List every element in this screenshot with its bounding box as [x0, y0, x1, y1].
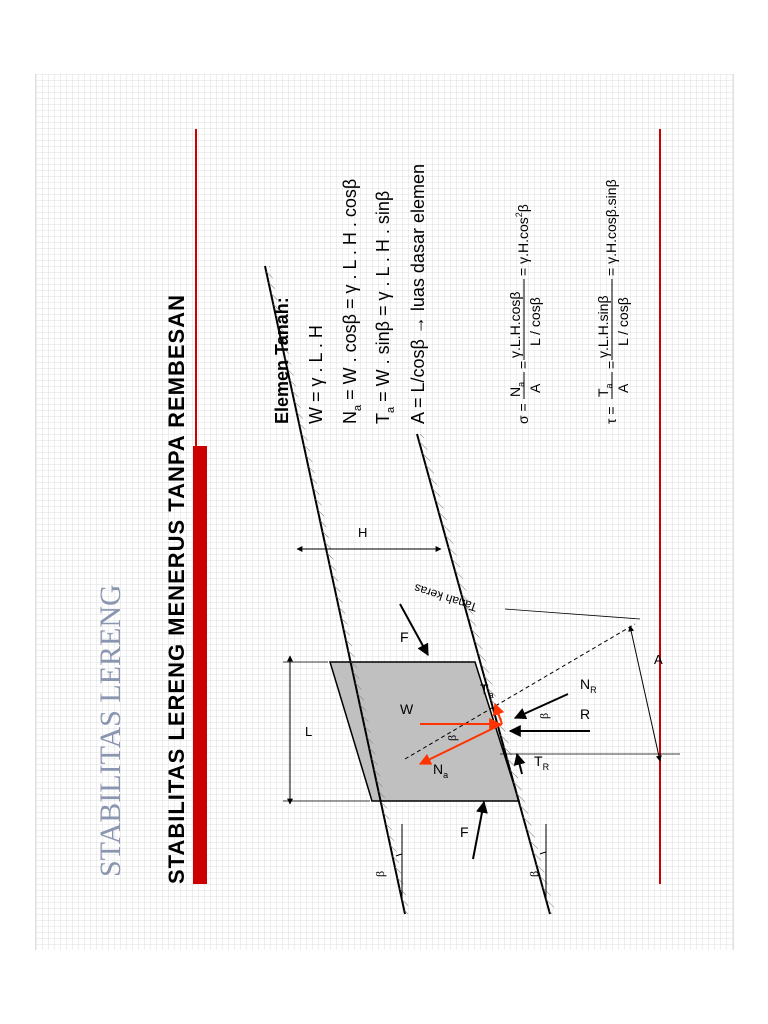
force-F-left-arrow: [473, 802, 484, 859]
force-TR-arrow: [517, 754, 522, 774]
label-A: A: [654, 652, 663, 667]
sigma-den1: A: [527, 383, 543, 393]
sigma-num2: γ.L.H.cosβ: [507, 291, 523, 358]
sigma-equals: =: [515, 360, 531, 369]
label-W: W: [400, 701, 414, 717]
equations-heading: Elemen Tanah:: [272, 297, 292, 424]
tau-num1: $T_a$: [595, 383, 614, 397]
label-L: L: [305, 724, 313, 739]
label-R: R: [580, 706, 591, 722]
hard-soil-label: Tanah keras: [412, 580, 479, 615]
beta-label-R: β: [537, 712, 551, 719]
title-rule-line: [195, 129, 197, 446]
beta-label-W: β: [445, 734, 459, 741]
tau-equals: =: [603, 360, 619, 369]
sigma-lhs: σ =: [515, 403, 531, 424]
dimension-A-ext-right: [505, 609, 640, 619]
equation-Ta: $T_a = W$ . sinβ = γ . L . H . sinβ: [373, 190, 397, 424]
label-NR: $N_R$: [580, 676, 597, 695]
dimension-A: [630, 626, 660, 761]
equations-block: [272, 164, 631, 424]
label-TR: $T_R$: [534, 753, 550, 772]
label-Na: $N_a$: [433, 761, 449, 780]
tau-den2: L / cosβ: [615, 297, 631, 346]
label-H: H: [358, 525, 368, 540]
equation-A: A = L/cosβ → luas dasar elemen: [408, 164, 428, 424]
label-F-left: F: [460, 824, 469, 840]
sigma-num1: $N_a$: [507, 381, 526, 397]
beta-label-top: β: [373, 870, 387, 877]
equation-W: W = γ . L . H: [306, 325, 326, 424]
label-F-right: F: [400, 629, 409, 645]
tau-rhs: = γ.H.cosβ.sinβ: [603, 179, 619, 276]
title-accent-bar: [193, 446, 207, 884]
section-title: STABILITAS LERENG: [94, 584, 127, 877]
beta-label-bottom: β: [527, 870, 541, 877]
label-Ta: $T_a$: [480, 681, 494, 700]
sigma-rhs: = $\gamma.H.\cos^2\beta$: [514, 204, 531, 276]
slide-title: STABILITAS LERENG MENERUS TANPA REMBESAN: [164, 293, 189, 884]
equation-Na: $N_a = W$ . cosβ = γ . L . H . cosβ: [340, 178, 364, 424]
tau-num2: γ.L.H.sinβ: [595, 295, 611, 358]
tau-den1: A: [615, 383, 631, 393]
sigma-den2: L / cosβ: [527, 297, 543, 346]
bottom-rule-line: [659, 129, 661, 884]
beta-arc-bottom: [540, 852, 546, 854]
tau-lhs: τ =: [603, 406, 619, 424]
